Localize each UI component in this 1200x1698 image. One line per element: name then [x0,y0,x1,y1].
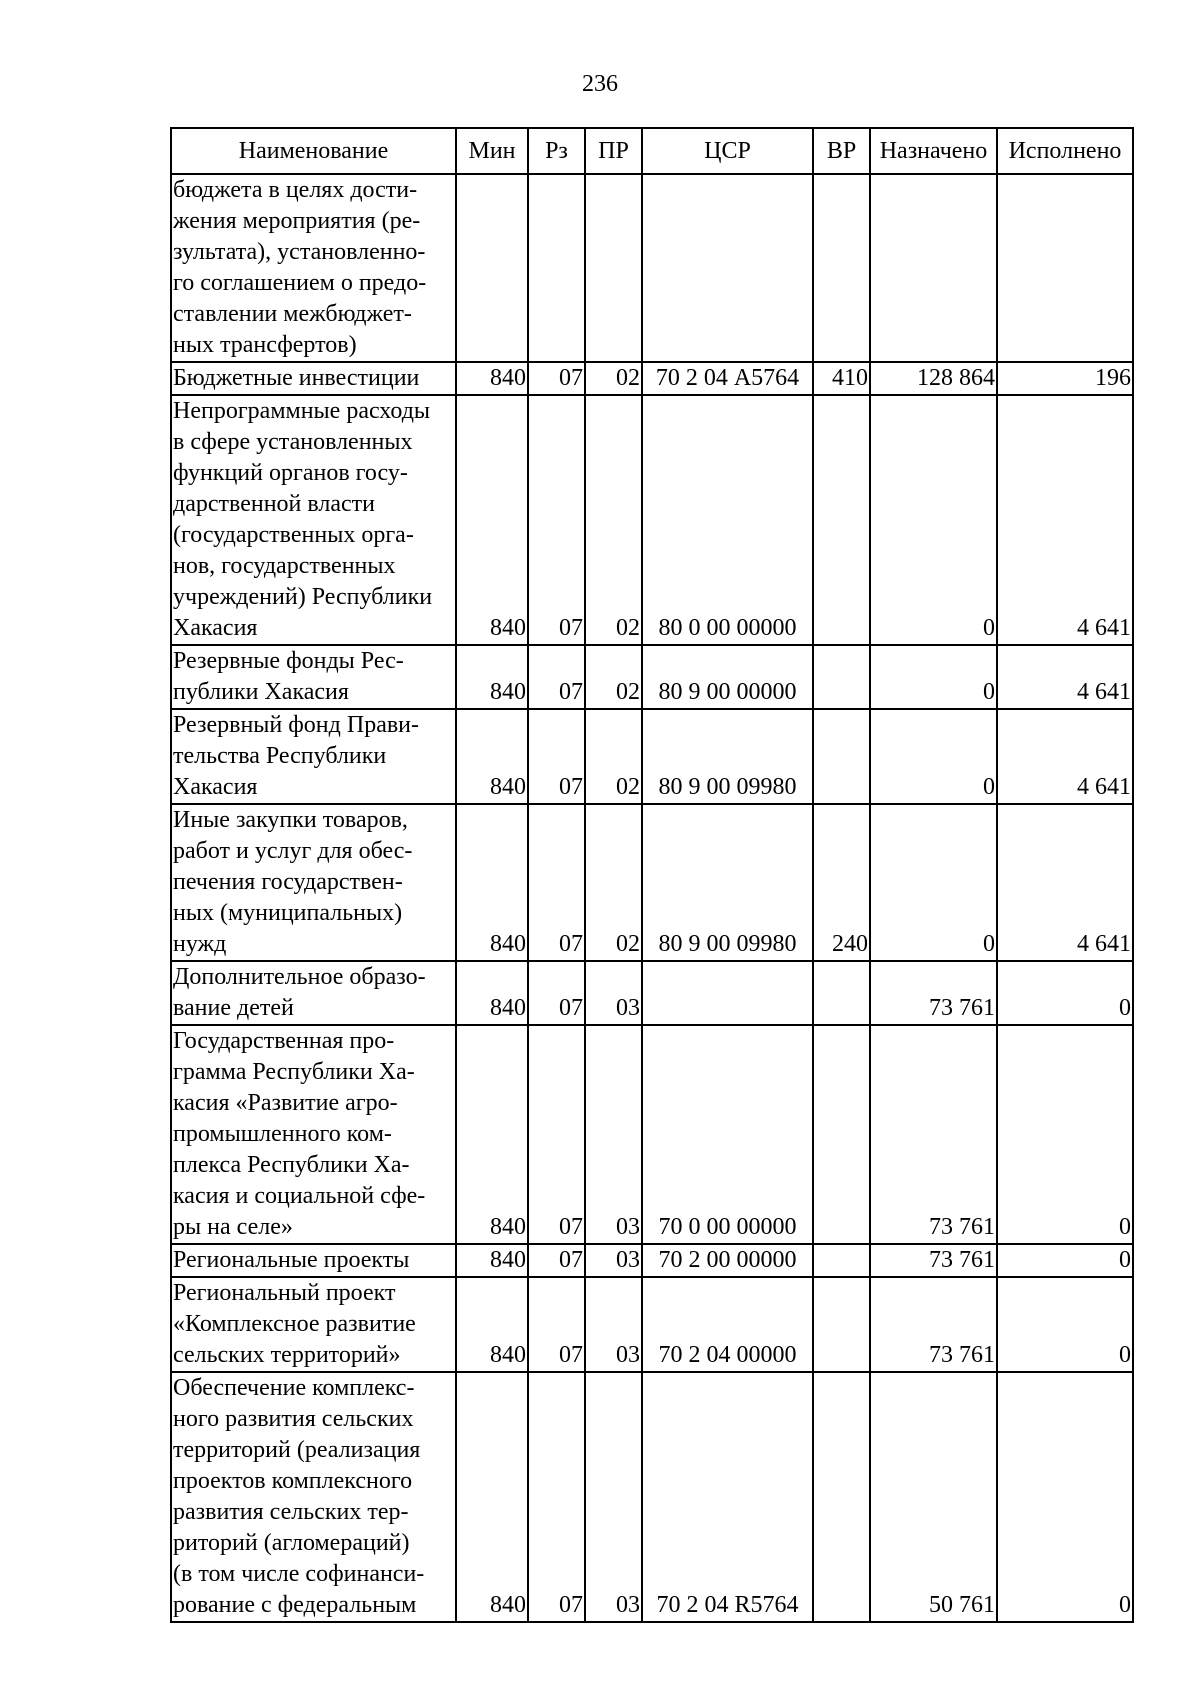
cell-name-line: работ и услуг для обес- [173,838,413,864]
cell-vr [813,395,870,645]
cell-pr: 03 [585,1025,642,1244]
cell-min: 840 [456,362,528,395]
table-row [171,1244,1133,1277]
cell-csr: 70 2 04 R5764 [642,1372,813,1622]
cell-min: 840 [456,961,528,1025]
cell-name-line: вание детей [173,995,294,1021]
cell-name-line: Иные закупки товаров, [173,807,408,833]
cell-vr: 410 [813,362,870,395]
cell-csr: 70 2 00 00000 [642,1244,813,1277]
cell-name-line: плекса Республики Ха- [173,1152,410,1178]
table-row [171,645,1133,709]
cell-csr: 70 2 04 00000 [642,1277,813,1372]
cell-assigned: 0 [870,645,997,709]
cell-executed: 4 641 [997,645,1133,709]
cell-name-line: дарственной власти [173,491,376,517]
cell-name-line: функций органов госу- [173,460,408,486]
cell-vr [813,1372,870,1622]
cell-pr [585,174,642,362]
cell-name [171,645,456,709]
table-row [171,804,1133,961]
column-header-rz: Рз [528,128,585,174]
cell-assigned: 73 761 [870,961,997,1025]
cell-name-line: зультата), установленно- [173,239,426,265]
cell-name-line: промышленного ком- [173,1121,392,1147]
cell-vr [813,1277,870,1372]
cell-assigned: 0 [870,395,997,645]
cell-name-line: Непрограммные расходы [173,398,431,424]
cell-executed: 0 [997,1244,1133,1277]
cell-rz: 07 [528,804,585,961]
cell-csr: 70 0 00 00000 [642,1025,813,1244]
cell-csr: 80 9 00 09980 [642,804,813,961]
cell-csr [642,174,813,362]
cell-assigned: 73 761 [870,1277,997,1372]
cell-rz: 07 [528,645,585,709]
cell-name-line: Резервные фонды Рес- [173,648,404,674]
cell-executed: 0 [997,1277,1133,1372]
table-row [171,1277,1133,1372]
cell-name-line: печения государствен- [173,869,403,895]
cell-assigned: 73 761 [870,1244,997,1277]
cell-vr [813,1244,870,1277]
column-header-csr: ЦСР [642,128,813,174]
cell-pr: 02 [585,645,642,709]
cell-pr: 02 [585,395,642,645]
cell-name-line: Хакасия [173,774,258,800]
cell-pr: 02 [585,709,642,804]
cell-name [171,961,456,1025]
cell-name [171,362,456,395]
cell-name-line: Государственная про- [173,1028,395,1054]
cell-name-line: Региональный проект [173,1280,396,1306]
cell-csr [642,961,813,1025]
cell-name-line: ных трансфертов) [173,332,357,358]
cell-name-line: касия и социальной сфе- [173,1183,426,1209]
table-row [171,174,1133,362]
cell-name-line: жения мероприятия (ре- [173,208,421,234]
cell-vr [813,709,870,804]
cell-name-line: ных (муниципальных) [173,900,403,926]
cell-pr: 03 [585,1372,642,1622]
cell-name-line: нужд [173,931,227,957]
column-header-vr: ВР [813,128,870,174]
cell-executed: 0 [997,961,1133,1025]
column-header-name: Наименование [171,128,456,174]
page-number: 236 [582,71,618,97]
cell-csr: 80 0 00 00000 [642,395,813,645]
cell-name-line: го соглашением о предо- [173,270,427,296]
cell-name-line: сельских территорий» [173,1342,401,1368]
cell-executed: 0 [997,1025,1133,1244]
cell-rz: 07 [528,709,585,804]
cell-name-line: развития сельских тер- [173,1499,409,1525]
cell-min: 840 [456,1244,528,1277]
cell-pr: 02 [585,362,642,395]
cell-executed: 196 [997,362,1133,395]
cell-min: 840 [456,1277,528,1372]
cell-name-line: грамма Республики Ха- [173,1059,415,1085]
cell-name-line: ставлении межбюджет- [173,301,412,327]
table-row [171,1372,1133,1622]
cell-name-line: Дополнительное образо- [173,964,426,990]
cell-rz: 07 [528,961,585,1025]
cell-name-line: ры на селе» [173,1214,293,1240]
cell-vr: 240 [813,804,870,961]
cell-min: 840 [456,1025,528,1244]
cell-name-line: риторий (агломераций) [173,1530,410,1556]
cell-name [171,174,456,362]
cell-pr: 02 [585,804,642,961]
cell-name-line: касия «Развитие агро- [173,1090,398,1116]
cell-rz: 07 [528,395,585,645]
cell-name-line: бюджета в целях дости- [173,177,418,203]
cell-csr: 80 9 00 09980 [642,709,813,804]
cell-pr: 03 [585,961,642,1025]
cell-assigned: 50 761 [870,1372,997,1622]
table-body [171,174,1133,1622]
cell-executed: 4 641 [997,395,1133,645]
column-header-pr: ПР [585,128,642,174]
cell-name-line: Резервный фонд Прави- [173,712,420,738]
cell-csr: 80 9 00 00000 [642,645,813,709]
cell-rz: 07 [528,362,585,395]
table-row [171,395,1133,645]
cell-name-line: рование с федеральным [173,1592,417,1618]
cell-vr [813,174,870,362]
cell-name-line: ного развития сельских [173,1406,414,1432]
cell-rz [528,174,585,362]
cell-csr: 70 2 04 А5764 [642,362,813,395]
cell-min [456,174,528,362]
cell-vr [813,645,870,709]
cell-min: 840 [456,1372,528,1622]
cell-name-line: территорий (реализация [173,1437,421,1463]
cell-name [171,1025,456,1244]
cell-assigned: 73 761 [870,1025,997,1244]
cell-name-line: проектов комплексного [173,1468,413,1494]
cell-name-line: учреждений) Республики [173,584,433,610]
cell-assigned: 0 [870,804,997,961]
cell-name [171,1372,456,1622]
cell-vr [813,1025,870,1244]
cell-assigned [870,174,997,362]
cell-assigned: 128 864 [870,362,997,395]
cell-name [171,1277,456,1372]
cell-name-line: Хакасия [173,615,258,641]
cell-rz: 07 [528,1372,585,1622]
table-header-row [171,128,1133,174]
cell-min: 840 [456,709,528,804]
table-row [171,362,1133,395]
cell-rz: 07 [528,1244,585,1277]
cell-executed: 4 641 [997,804,1133,961]
cell-name-line: «Комплексное развитие [173,1311,416,1337]
cell-name [171,395,456,645]
cell-executed: 4 641 [997,709,1133,804]
cell-name-line: (в том числе софинанси- [173,1561,425,1587]
cell-name-line: нов, государственных [173,553,396,579]
table-row [171,709,1133,804]
cell-vr [813,961,870,1025]
table-row [171,1025,1133,1244]
cell-name-line: Бюджетные инвестиции [173,365,420,391]
column-header-executed: Исполнено [997,128,1133,174]
cell-name [171,1244,456,1277]
cell-min: 840 [456,395,528,645]
cell-pr: 03 [585,1244,642,1277]
cell-rz: 07 [528,1277,585,1372]
cell-executed: 0 [997,1372,1133,1622]
cell-name-line: Обеспечение комплекс- [173,1375,415,1401]
cell-executed [997,174,1133,362]
cell-min: 840 [456,804,528,961]
budget-table [170,127,1134,1623]
cell-rz: 07 [528,1025,585,1244]
cell-pr: 03 [585,1277,642,1372]
cell-name-line: тельства Республики [173,743,387,769]
cell-min: 840 [456,645,528,709]
cell-name-line: (государственных орга- [173,522,414,548]
cell-name [171,804,456,961]
cell-name-line: Региональные проекты [173,1247,410,1273]
cell-assigned: 0 [870,709,997,804]
column-header-min: Мин [456,128,528,174]
column-header-assigned: Назначено [870,128,997,174]
cell-name-line: публики Хакасия [173,679,349,705]
cell-name [171,709,456,804]
table-row [171,961,1133,1025]
cell-name-line: в сфере установленных [173,429,413,455]
